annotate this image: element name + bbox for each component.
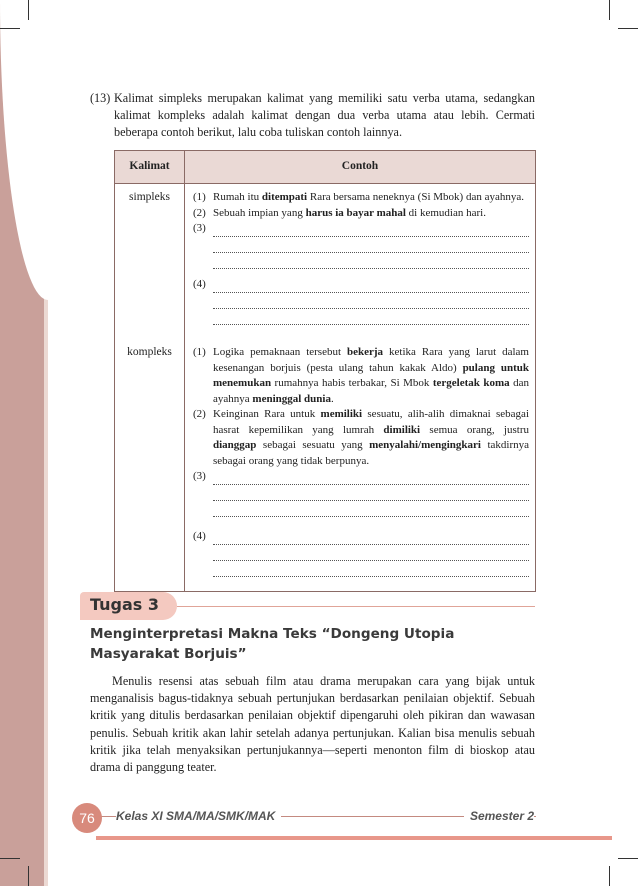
tugas-label: Tugas 3	[90, 595, 160, 614]
kompleks-blank-4[interactable]: (4)	[193, 529, 529, 545]
intro-paragraph	[90, 90, 535, 141]
blank-line[interactable]	[213, 253, 529, 269]
page-number: 76	[72, 803, 102, 833]
footer-class-label: Kelas XI SMA/MA/SMK/MAK	[116, 809, 281, 823]
crop-mark	[618, 858, 638, 859]
blank-line[interactable]	[213, 545, 529, 561]
crop-mark	[609, 866, 610, 886]
simpleks-example-1: (1) Rumah itu ditempati Rara bersama neneknya (Si Mbok) dan ayahnya.	[193, 190, 529, 206]
label-kompleks: kompleks	[115, 339, 185, 592]
rich-text: Keinginan Rara untuk memiliki sesuatu, alih-alih dimaknai sebagai hasrat kepemilikan yang lumrah dimiliki semua orang, justru dianggap sebagai sesuatu yang menyalahi/mengingkari takdirnya sebagai orang yang tidak berpunya.	[213, 408, 529, 467]
intro-text: Kalimat simpleks merupakan kalimat yang memiliki satu verba utama, sedangkan kalimat kompleks adalah kalimat dengan dua verba utama atau lebih. Cermati beberapa contoh berikut, lalu coba tuliskan contoh lainnya.	[114, 91, 535, 139]
simpleks-blank-3[interactable]: (3)	[193, 221, 529, 237]
simpleks-blank-4[interactable]: (4)	[193, 277, 529, 293]
crop-mark	[0, 28, 20, 29]
crop-mark	[609, 0, 610, 20]
table-row-kompleks	[115, 339, 536, 592]
blank-line[interactable]	[213, 237, 529, 253]
blank-line[interactable]	[213, 501, 529, 517]
blank-line[interactable]	[213, 309, 529, 325]
kompleks-blank-3[interactable]: (3)	[193, 469, 529, 485]
section-paragraph: Menulis resensi atas sebuah film atau drama merupakan cara yang bijak untuk menganalisis bagus-tidaknya sebuah pertunjukan berdasarkan penilaian objektif. Sebuah kritik yang ditulis berdasarkan penilaian objektif dipengaruhi oleh pikiran dan wawasan penulis. Sebuah kritik akan lahir setelah adanya pertunjukan. Kalian bisa menulis sebuah kritik jika telah menyaksikan pertunjukannya—seperti menonton film di bioskop atau drama di panggung teater.	[90, 674, 535, 775]
blank-line[interactable]	[213, 293, 529, 309]
kompleks-example-2: (2) Keinginan Rara untuk memiliki sesuatu, alih-alih dimaknai sebagai hasrat kepemilikan yang lumrah dimiliki semua orang, justru dianggap sebagai sesuatu yang menyalahi/mengingkari takdirnya sebagai orang yang tidak berpunya.	[193, 407, 529, 469]
intro-number: (13)	[90, 91, 111, 105]
crop-mark	[28, 0, 29, 20]
kompleks-example-1: (1) Logika pemaknaan tersebut bekerja ketika Rara yang larut dalam kesenangan borjuis (pesta ulang tahun kakak Aldo) pulang untuk menemukan rumahnya habis terbakar, Si Mbok tergeletak koma dan ayahnya meninggal dunia.	[193, 345, 529, 407]
crop-mark	[618, 28, 638, 29]
examples-table	[114, 150, 536, 592]
header-contoh: Contoh	[185, 151, 536, 184]
label-simpleks: simpleks	[115, 184, 185, 340]
rich-text: Sebuah impian yang harus ia bayar mahal di kemudian hari.	[213, 206, 486, 219]
crop-mark	[0, 858, 20, 859]
rich-text: Logika pemaknaan tersebut bekerja ketika Rara yang larut dalam kesenangan borjuis (pesta ulang tahun kakak Aldo) pulang untuk menemukan rumahnya habis terbakar, Si Mbok tergeletak koma dan ayahnya meninggal dunia.	[213, 346, 530, 405]
tugas-divider	[177, 606, 535, 607]
blank-line[interactable]	[213, 485, 529, 501]
footer-semester-label: Semester 2	[464, 809, 534, 823]
header-kalimat: Kalimat	[115, 151, 185, 184]
simpleks-example-2: (2) Sebuah impian yang harus ia bayar mahal di kemudian hari.	[193, 206, 529, 222]
rich-text: Rumah itu ditempati Rara bersama neneknya (Si Mbok) dan ayahnya.	[213, 191, 524, 203]
section-title: Menginterpretasi Makna Teks “Dongeng Utopia Masyarakat Borjuis”	[90, 626, 455, 662]
footer-bar	[96, 836, 612, 840]
table-row-simpleks	[115, 184, 536, 340]
table-header-row	[115, 151, 536, 184]
crop-mark	[28, 866, 29, 886]
tugas-tab	[80, 592, 177, 620]
blank-line[interactable]	[213, 561, 529, 577]
